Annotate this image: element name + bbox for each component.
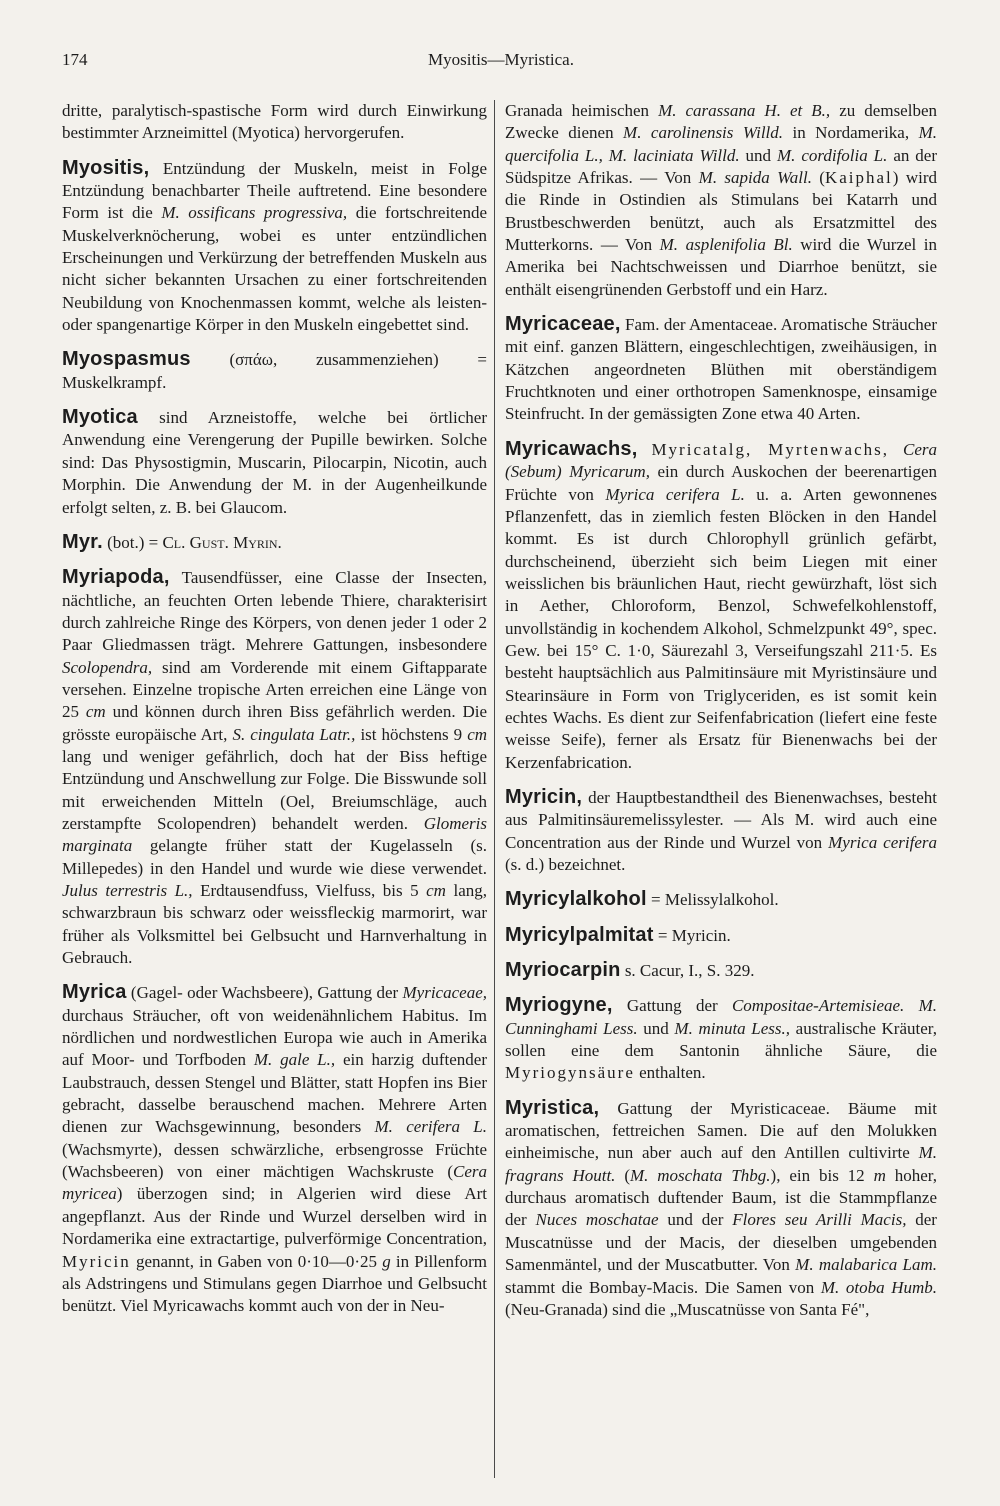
continued-paragraph: Granada heimischen M. carassana H. et B., zu demselben Zwecke dienen M. carolinensis Willd. in Nordamerika, M. quercifolia L., M. laciniata Willd. und M. cordifolia L. an der Südspitze Afrikas. — Von M. sapida Wall. (Kaiphal) wird die Rinde in Ostindien als Stimulans bei Katarrh und Brustbeschwerden benützt, auch als Ersatzmittel des Mutterkorns. — Von M. asplenifolia Bl. wird die Wurzel in Amerika bei Nachtschweissen und Diarrhoe benützt, sie enthält eisengrünenden Gerbstoff und ein Harz. xyxy=(505,101,938,299)
headword: Myriocarpin xyxy=(505,959,621,982)
left-column xyxy=(62,100,487,1318)
headword: Myricawachs, xyxy=(505,437,638,460)
entry-myrica: Myrica (Gagel- oder Wachsbeere), Gattung der Myricaceae, durchaus Sträucher, oft von weidenähnlichem Habitus. Im nördlichen und nordwestlichen Europa wie auch in Amerika auf Moor- und Torfboden M. gale L., ein harzig duftender Laubstrauch, dessen Stengel und Blätter, statt Hopfen ins Bier gebracht, dasselbe berauschend machen. Mehrere Arten dienen zur Wachsgewinnung, besonders M. cerifera L. (Wachsmyrte), dessen schwärzliche, erbsengrosse Früchte (Wachsbeeren) von einer mächtigen Wachskruste (Cera myricea) überzogen sind; in Algerien wird diese Art angepflanzt. Aus der Rinde und Wurzel derselben wird in Nordamerika eine extractartige, pulverförmige Concentration, Myricin genannt, in Gaben von 0·10—0·25 g in Pillenform als Adstringens und Stimulans gegen Diarrhoe und Gelbsucht benützt. Viel Myricawachs kommt auch von der in Neu- xyxy=(62,981,487,1316)
headword: Myricylpalmitat xyxy=(505,923,654,946)
entry-myristica: Myristica, Gattung der Myristicaceae. Bäume mit aromatischen, fettreichen Samen. Die auf den Molukken einheimische, nun aber auch auf den Antillen cultivirte M. fragrans Houtt. (M. moschata Thbg.), ein bis 12 m hoher, durchaus aromatisch duftender Baum, ist die Stammpflanze der Nuces moschatae und der Flores seu Arilli Macis, der Muscatnüsse und der Macis, der dieselben umgebenden Samenmäntel, und der Muscatbutter. Von M. malabarica Lam. stammt die Bombay-Macis. Die Samen von M. otoba Humb. (Neu-Granada) sind die „Muscatnüsse von Santa Fé", xyxy=(505,1096,938,1319)
entry-myricaceae: Myricaceae, Fam. der Amentaceae. Aromatische Sträucher mit einf. ganzen Blättern, eingeschlechtigen, zweihäusigen, in Kätzchen angeordneten Blüthen mit oberständigem Fruchtknoten und einer orthotropen Samenknospe, einsamige Steinfrucht. In der gemässigten Zone etwa 40 Arten. xyxy=(505,313,937,424)
entry-myr: Myr. (bot.) = Cl. Gust. Myrin. xyxy=(62,530,282,553)
entry-myriapoda: Myriapoda, Tausendfüsser, eine Classe der Insecten, nächtliche, an feuchten Orten lebende Thiere, charakterisirt durch zahlreiche Ringe des Körpers, von denen jeder 1 oder 2 Paar Gliedmassen trägt. Mehrere Gattungen, insbesondere Scolopendra, sind am Vorderende mit einem Giftapparate versehen. Einzelne tropische Arten erreichen eine Länge von 25 cm und können durch ihren Biss gefährlich werden. Die grösste europäische Art, S. cingulata Latr., ist höchstens 9 cm lang und weniger gefährlich, doch hat der Biss heftige Entzündung und Anschwellung zur Folge. Die Bisswunde soll mit erweichenden Mitteln (Oel, Breiumschläge, auch zerstampfte Scolopendren) behandelt werden. Glomeris marginata gelangte früher statt der Kugelasseln (s. Millepedes) in den Handel und wurde wie diese verwendet. Julus terrestris L., Erdtausendfuss, Vielfuss, bis 5 cm lang, schwarzbraun bis schwarz oder weissfleckig marmorirt, war früher als Volksmittel bei Gelbsucht und Harnverhaltung in Gebrauch. xyxy=(62,566,488,968)
headword: Myristica, xyxy=(505,1096,600,1119)
headword: Myricin, xyxy=(505,785,583,808)
headword: Myositis, xyxy=(62,156,150,179)
entry-myriocarpin: Myriocarpin s. Cacur, I., S. 329. xyxy=(505,959,755,982)
right-column xyxy=(505,100,937,1321)
entry-myotica: Myotica sind Arzneistoffe, welche bei örtlicher Anwendung eine Verengerung der Pupille bewirken. Solche sind: Das Physostigmin, Muscarin, Pilocarpin, Nicotin, auch Morphin. Die Anwendung der M. in der Augenheilkunde erfolgt selten, z. B. bei Glaucom. xyxy=(62,406,487,517)
entry-myriogyne: Myriogyne, Gattung der Compositae-Artemisieae. M. Cunninghami Less. und M. minuta Less., australische Kräuter, sollen eine dem Santonin ähnliche Säure, die Myriogynsäure enthalten. xyxy=(505,994,937,1083)
headword: Myriapoda, xyxy=(62,566,170,589)
headword: Myrica xyxy=(62,981,127,1004)
headword: Myricaceae, xyxy=(505,313,621,336)
page-header xyxy=(62,50,940,80)
entry-myricylalkohol: Myricylalkohol = Melissylalkohol. xyxy=(505,888,779,911)
headword: Myotica xyxy=(62,406,138,429)
entry-myricin: Myricin, der Hauptbestandtheil des Bienenwachses, besteht aus Palmitinsäuremelissylester. — Als M. wird auch eine Concentration aus der Rinde und Wurzel von Myrica cerifera (s. d.) bezeichnet. xyxy=(505,785,937,874)
headword: Myr. xyxy=(62,530,103,553)
entry-myricawachs: Myricawachs, Myricatalg, Myrtenwachs, Cera (Sebum) Myricarum, ein durch Auskochen der beerenartigen Früchte von Myrica cerifera L. u. a. Arten gewonnenes Pflanzenfett, das in ziemlich festen Blöcken in den Handel kommt. Es ist durch Chlorophyll grünlich gefärbt, durchscheinend, überzieht sich beim Liegen mit einer weisslichen bis bräunlichen Haut, riecht gewürzhaft, löst sich in Aether, Chloroform, Benzol, Schwefelkohlenstoff, unvollständig in kochendem Alkohol, Schmelzpunkt 49°, spec. Gew. bei 15° C. 1·0, Säurezahl 3, Verseifungszahl 211·5. Es besteht hauptsächlich aus Palmitinsäure mit Myristinsäure und Stearinsäure in Form von Triglyceriden, es ist somit kein echtes Wachs. Es dient zur Seifenfabrication (liefert eine feste weisse Seife), ferner als Ersatz für Bienenwachs bei der Kerzenfabrication. xyxy=(505,437,938,772)
headword: Myriogyne, xyxy=(505,994,613,1017)
entry-myospasmus: Myospasmus (σπάω, zusammenziehen) = Muskelkrampf. xyxy=(62,348,487,392)
page-number: 174 xyxy=(62,50,88,69)
column-divider xyxy=(494,100,495,1478)
headword: Myricylalkohol xyxy=(505,888,647,911)
entry-myricylpalmitat: Myricylpalmitat = Myricin. xyxy=(505,923,731,946)
continued-paragraph: dritte, paralytisch-spastische Form wird durch Einwirkung bestimmter Arzneimittel (Myotica) hervorgerufen. xyxy=(62,101,487,143)
entry-myositis: Myositis, Entzündung der Muskeln, meist in Folge Entzündung benachbarter Theile auftretend. Eine besondere Form ist die M. ossificans progressiva, die fortschreitende Muskelverknöcherung, wobei es unter entzündlichen Erscheinungen und Verkürzung der betreffenden Muskeln aus nicht sicher bekannten Ursachen zu einer fortschreitenden Neubildung von Knochenmassen kommt, welche als leisten- oder spangenartige Körper in den Muskeln eingebettet sind. xyxy=(62,156,487,335)
headword: Myospasmus xyxy=(62,348,191,371)
running-head: Myositis—Myristica. xyxy=(428,50,574,69)
